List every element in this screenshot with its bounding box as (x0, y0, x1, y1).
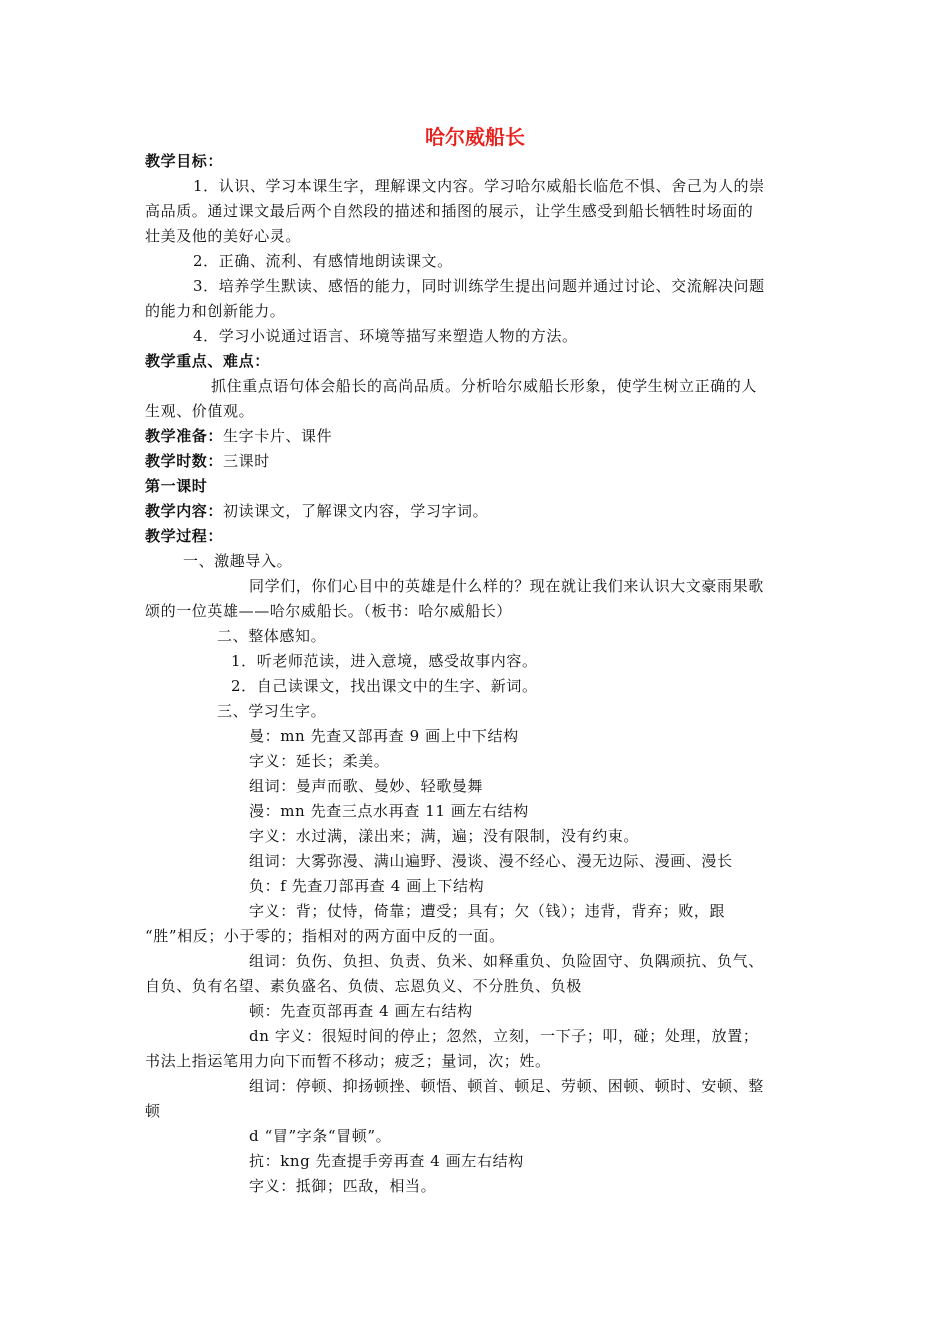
text-line: 壮美及他的美好心灵。 (145, 227, 302, 245)
line-label: 教学时数： (145, 452, 224, 470)
text-line: 2．正确、流利、有感情地朗读课文。 (193, 252, 453, 270)
text-line: 三、学习生字。 (217, 702, 327, 720)
text-line: 二、整体感知。 (217, 627, 327, 645)
text-line: 生观、价值观。 (145, 402, 255, 420)
labeled-line (145, 426, 332, 446)
line-value: 生字卡片、课件 (223, 427, 333, 445)
text-line: 顿：先查页部再查 4 画左右结构 (249, 1002, 473, 1020)
line-value: 初读课文，了解课文内容，学习字词。 (223, 502, 489, 520)
text-line: 字义：延长；柔美。 (249, 752, 390, 770)
text-line: 3．培养学生默读、感悟的能力，同时训练学生提出问题并通过讨论、交流解决问题 (193, 277, 765, 295)
line-value: 三课时 (223, 452, 270, 470)
page-title: 哈尔威船长 (425, 125, 525, 149)
labeled-line (145, 501, 488, 521)
text-line: “胜”相反；小于零的；指相对的两方面中反的一面。 (145, 927, 505, 945)
text-line: d “冒”字条“冒顿”。 (249, 1127, 392, 1145)
section-heading: 教学过程： (145, 527, 224, 545)
labeled-line (145, 451, 270, 471)
text-line: 1．认识、学习本课生字，理解课文内容。学习哈尔威船长临危不惧、舍己为人的崇 (193, 177, 765, 195)
text-line: 的能力和创新能力。 (145, 302, 286, 320)
text-line: 负：f 先查刀部再查 4 画上下结构 (249, 877, 485, 895)
text-line: 字义：抵御；匹敌，相当。 (249, 1177, 437, 1195)
text-line: 组词：负伤、负担、负责、负米、如释重负、负险固守、负隅顽抗、负气、 (249, 952, 764, 970)
text-line: 顿 (145, 1102, 161, 1120)
text-line: dn 字义：很短时间的停止；忽然，立刻，一下子；叩，碰；处理，放置； (249, 1027, 759, 1045)
text-line: 高品质。通过课文最后两个自然段的描述和插图的展示，让学生感受到船长牺牲时场面的 (145, 202, 754, 220)
line-label: 教学准备： (145, 427, 224, 445)
text-line: 4．学习小说通过语言、环境等描写来塑造人物的方法。 (193, 327, 578, 345)
text-line: 自负、负有名望、素负盛名、负债、忘恩负义、不分胜负、负极 (145, 977, 582, 995)
text-line: 抓住重点语句体会船长的高尚品质。分析哈尔威船长形象，使学生树立正确的人 (211, 377, 758, 395)
text-line: 1．听老师范读，进入意境，感受故事内容。 (231, 652, 538, 670)
text-line: 字义：背；仗恃，倚靠；遭受；具有；欠（钱）；违背，背弃；败，跟 (249, 902, 726, 920)
text-line: 组词：大雾弥漫、满山遍野、漫谈、漫不经心、漫无边际、漫画、漫长 (249, 852, 733, 870)
line-label: 教学内容： (145, 502, 224, 520)
text-line: 漫：mn 先查三点水再查 11 画左右结构 (249, 802, 529, 820)
section-heading: 第一课时 (145, 477, 208, 495)
text-line: 曼：mn 先查又部再查 9 画上中下结构 (249, 727, 519, 745)
section-heading: 教学重点、难点： (145, 352, 270, 370)
text-line: 抗：kng 先查提手旁再查 4 画左右结构 (249, 1152, 524, 1170)
text-line: 颂的一位英雄——哈尔威船长。（板书：哈尔威船长） (145, 602, 512, 620)
text-line: 组词：曼声而歌、曼妙、轻歌曼舞 (249, 777, 484, 795)
text-line: 2．自己读课文，找出课文中的生字、新词。 (231, 677, 538, 695)
text-line: 组词：停顿、抑扬顿挫、顿悟、顿首、顿足、劳顿、困顿、顿时、安顿、整 (249, 1077, 764, 1095)
text-line: 同学们，你们心目中的英雄是什么样的？现在就让我们来认识大文豪雨果歌 (249, 577, 764, 595)
text-line: 字义：水过满，漾出来；满，遍；没有限制，没有约束。 (249, 827, 640, 845)
text-line: 书法上指运笔用力向下而暂不移动；疲乏；量词，次；姓。 (145, 1052, 551, 1070)
section-heading: 教学目标： (145, 152, 224, 170)
text-line: 一、激趣导入。 (183, 552, 293, 570)
